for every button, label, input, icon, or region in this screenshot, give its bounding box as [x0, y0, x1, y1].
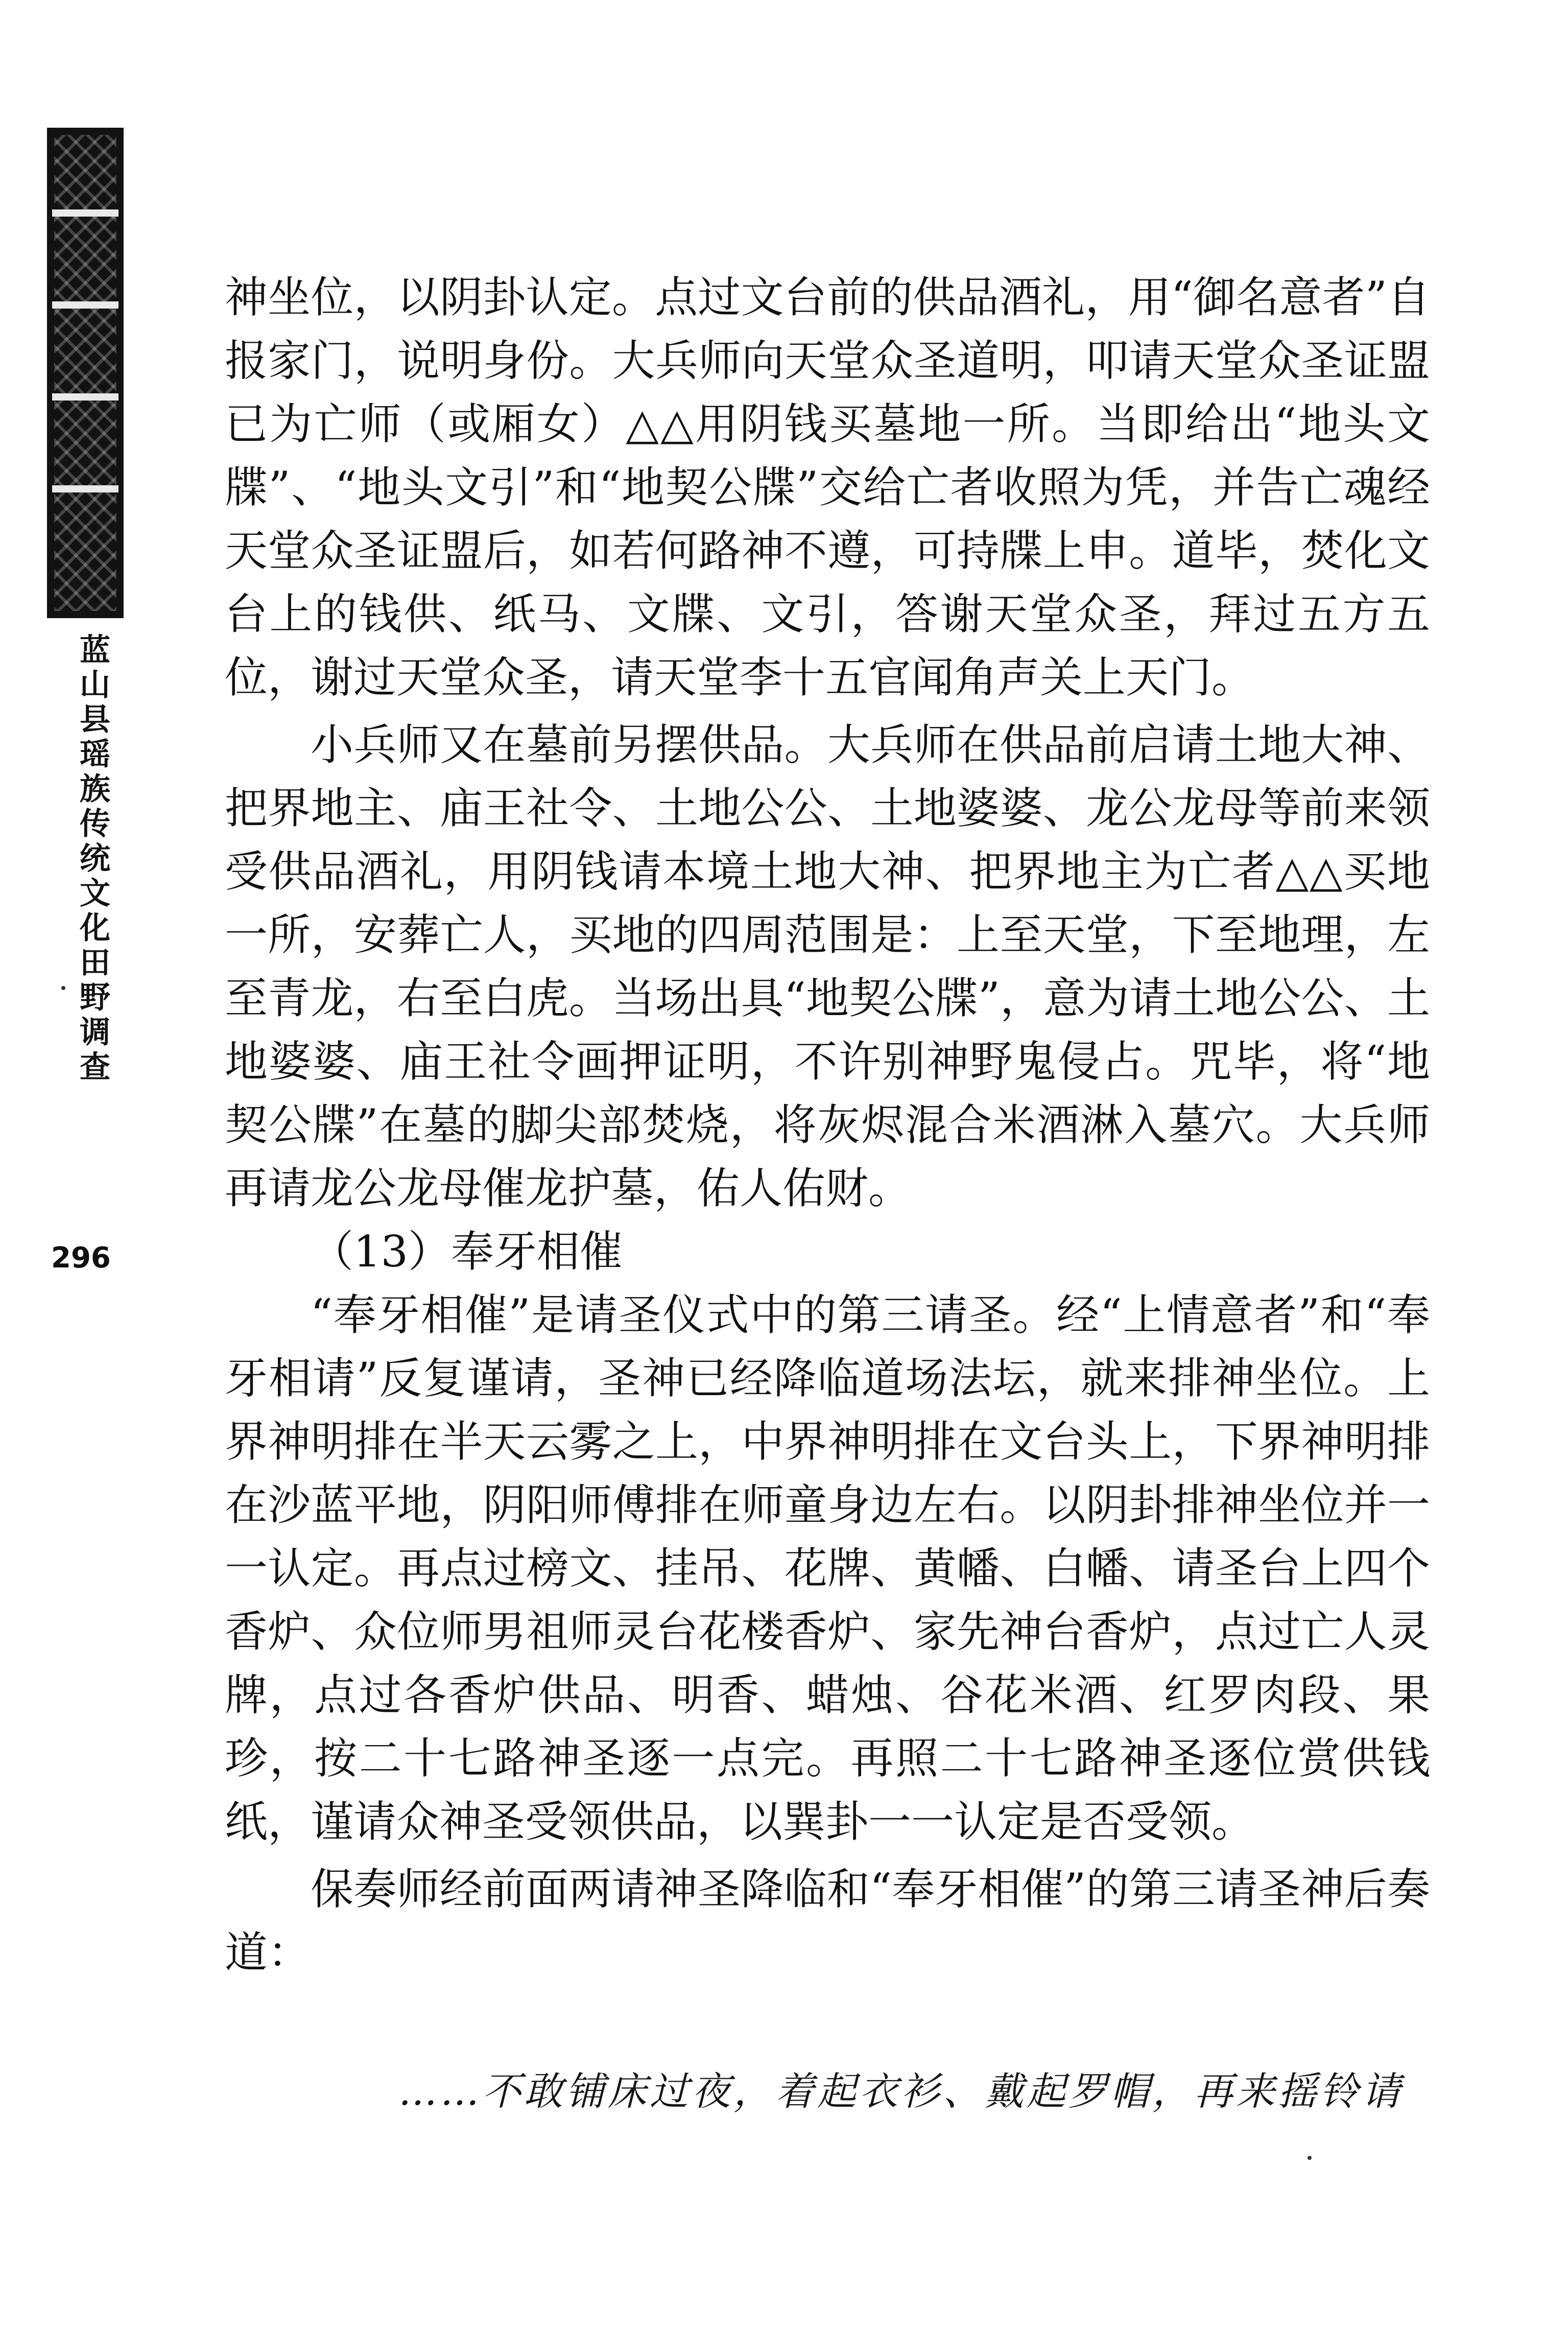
section-heading: （13）奉牙相催 — [311, 1227, 623, 1277]
spine-pattern — [54, 135, 116, 611]
scan-speck — [1308, 2156, 1312, 2160]
paragraph: 小兵师又在墓前另摆供品。大兵师在供品前启请土地大神、把界地主、庙王社令、土地公公、土地婆婆、龙公龙母等前来领受供品酒礼，用阴钱请本境土地大神、把界地主为亡者△△买地一所，安葬亡人，买地的四周范围是：上至天堂，下至地理，左至青龙，右至白虎。当场出具“地契公牒”，意为请土地公公、土地婆婆、庙王社令画押证明，不许别神野鬼侵占。咒毕，将“地契公牒”在墓的脚尖部焚烧，将灰烬混合米酒淋入墓穴。大兵师再请龙公龙母催龙护墓，佑人佑财。 — [225, 720, 1430, 1213]
spine-band — [52, 301, 118, 309]
scan-speck — [61, 986, 65, 990]
quoted-verse: ……不敢铺床过夜，着起衣衫、戴起罗帽，再来摇铃请 — [398, 2068, 1404, 2114]
series-title-vertical: 蓝山县瑶族传统文化田野调查 — [75, 633, 110, 1085]
paragraph: “奉牙相催”是请圣仪式中的第三请圣。经“上情意者”和“奉牙相请”反复谨请，圣神已经降临道场法坛，就来排神坐位。上界神明排在半天云雾之上，中界神明排在文台头上，下界神明排在沙蓝平地，阴阳师傅排在师童身边左右。以阴卦排神坐位并一一认定。再点过榜文、挂吊、花牌、黄幡、白幡、请圣台上四个香炉、众位师男祖师灵台花楼香炉、家先神台香炉，点过亡人灵牌，点过各香炉供品、明香、蜡烛、谷花米酒、红罗肉段、果珍，按二十七路神圣逐一点完。再照二十七路神圣逐位赏供钱纸，谨请众神圣受领供品，以巽卦一一认定是否受领。 — [225, 1290, 1430, 1847]
spine-band — [52, 209, 118, 217]
spine-band — [52, 485, 118, 492]
spine-band — [52, 393, 118, 401]
paragraph: 保奏师经前面两请神圣降临和“奉牙相催”的第三请圣神后奏道： — [225, 1864, 1430, 1978]
paragraph-continued: 神坐位，以阴卦认定。点过文台前的供品酒礼，用“御名意者”自报家门，说明身份。大兵师向天堂众圣道明，叩请天堂众圣证盟已为亡师（或厢女）△△用阴钱买墓地一所。当即给出“地头文牒”、“地头文引”和“地契公牒”交给亡者收照为凭，并告亡魂经天堂众圣证盟后，如若何路神不遵，可持牒上申。道毕，焚化文台上的钱供、纸马、文牒、文引，答谢天堂众圣，拜过五方五位，谢过天堂众圣，请天堂李十五官闻角声关上天门。 — [225, 272, 1430, 702]
main-text-block — [225, 266, 1430, 2122]
book-spine-decoration — [47, 128, 124, 618]
page-number: 296 — [51, 1241, 111, 1275]
